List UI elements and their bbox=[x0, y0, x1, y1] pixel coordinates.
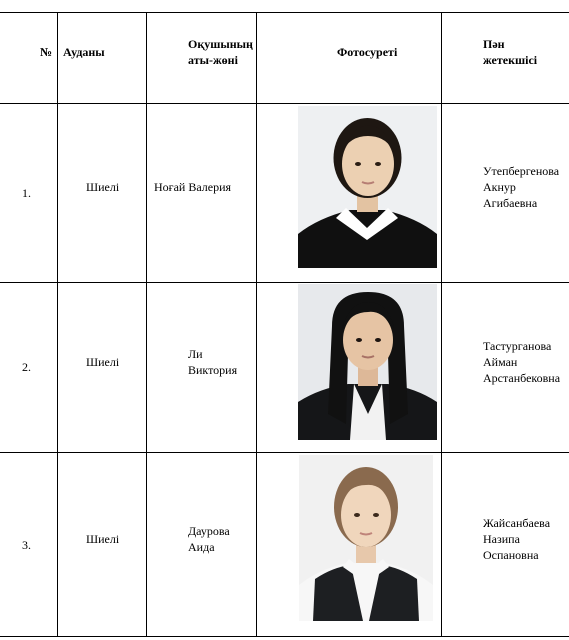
table-border bbox=[0, 103, 569, 104]
table-border bbox=[0, 12, 569, 13]
table-border bbox=[0, 636, 569, 637]
row-3-num: 3. bbox=[22, 538, 31, 552]
header-num: № bbox=[40, 45, 53, 59]
row-1-supervisor: Утепбергенова Акнур Агибаевна bbox=[483, 164, 560, 210]
table-border bbox=[57, 12, 58, 637]
student-portrait-photo-icon bbox=[298, 284, 437, 440]
row-3-supervisor: Жайсанбаева Назипа Оспановна bbox=[483, 516, 551, 562]
row-3-student-name: Даурова Аида bbox=[188, 524, 230, 554]
table-border bbox=[0, 452, 569, 453]
table-border bbox=[441, 12, 442, 637]
student-portrait-photo-icon bbox=[298, 106, 437, 268]
row-2-supervisor: Тастурганова Айман Арстанбековна bbox=[483, 339, 561, 385]
student-portrait-photo-icon bbox=[299, 455, 433, 621]
row-1-district: Шиелі bbox=[86, 180, 120, 194]
student-photo-3 bbox=[299, 455, 433, 621]
row-2-district: Шиелі bbox=[86, 355, 120, 369]
student-photo-2 bbox=[298, 284, 437, 440]
header-photo: Фотосуреті bbox=[337, 45, 398, 59]
table-border bbox=[146, 12, 147, 637]
header-student-name: Оқушының аты-жөні bbox=[188, 37, 253, 67]
student-photo-1 bbox=[298, 106, 437, 268]
row-3-district: Шиелі bbox=[86, 532, 120, 546]
table-border bbox=[256, 12, 257, 637]
row-2-num: 2. bbox=[22, 360, 31, 374]
row-1-num: 1. bbox=[22, 186, 31, 200]
table-border bbox=[0, 282, 569, 283]
header-supervisor: Пән жетекшісі bbox=[483, 37, 538, 67]
header-district: Ауданы bbox=[63, 45, 105, 59]
row-1-student-name: Ноғай Валерия bbox=[154, 180, 232, 194]
row-2-student-name: Ли Виктория bbox=[188, 347, 238, 377]
